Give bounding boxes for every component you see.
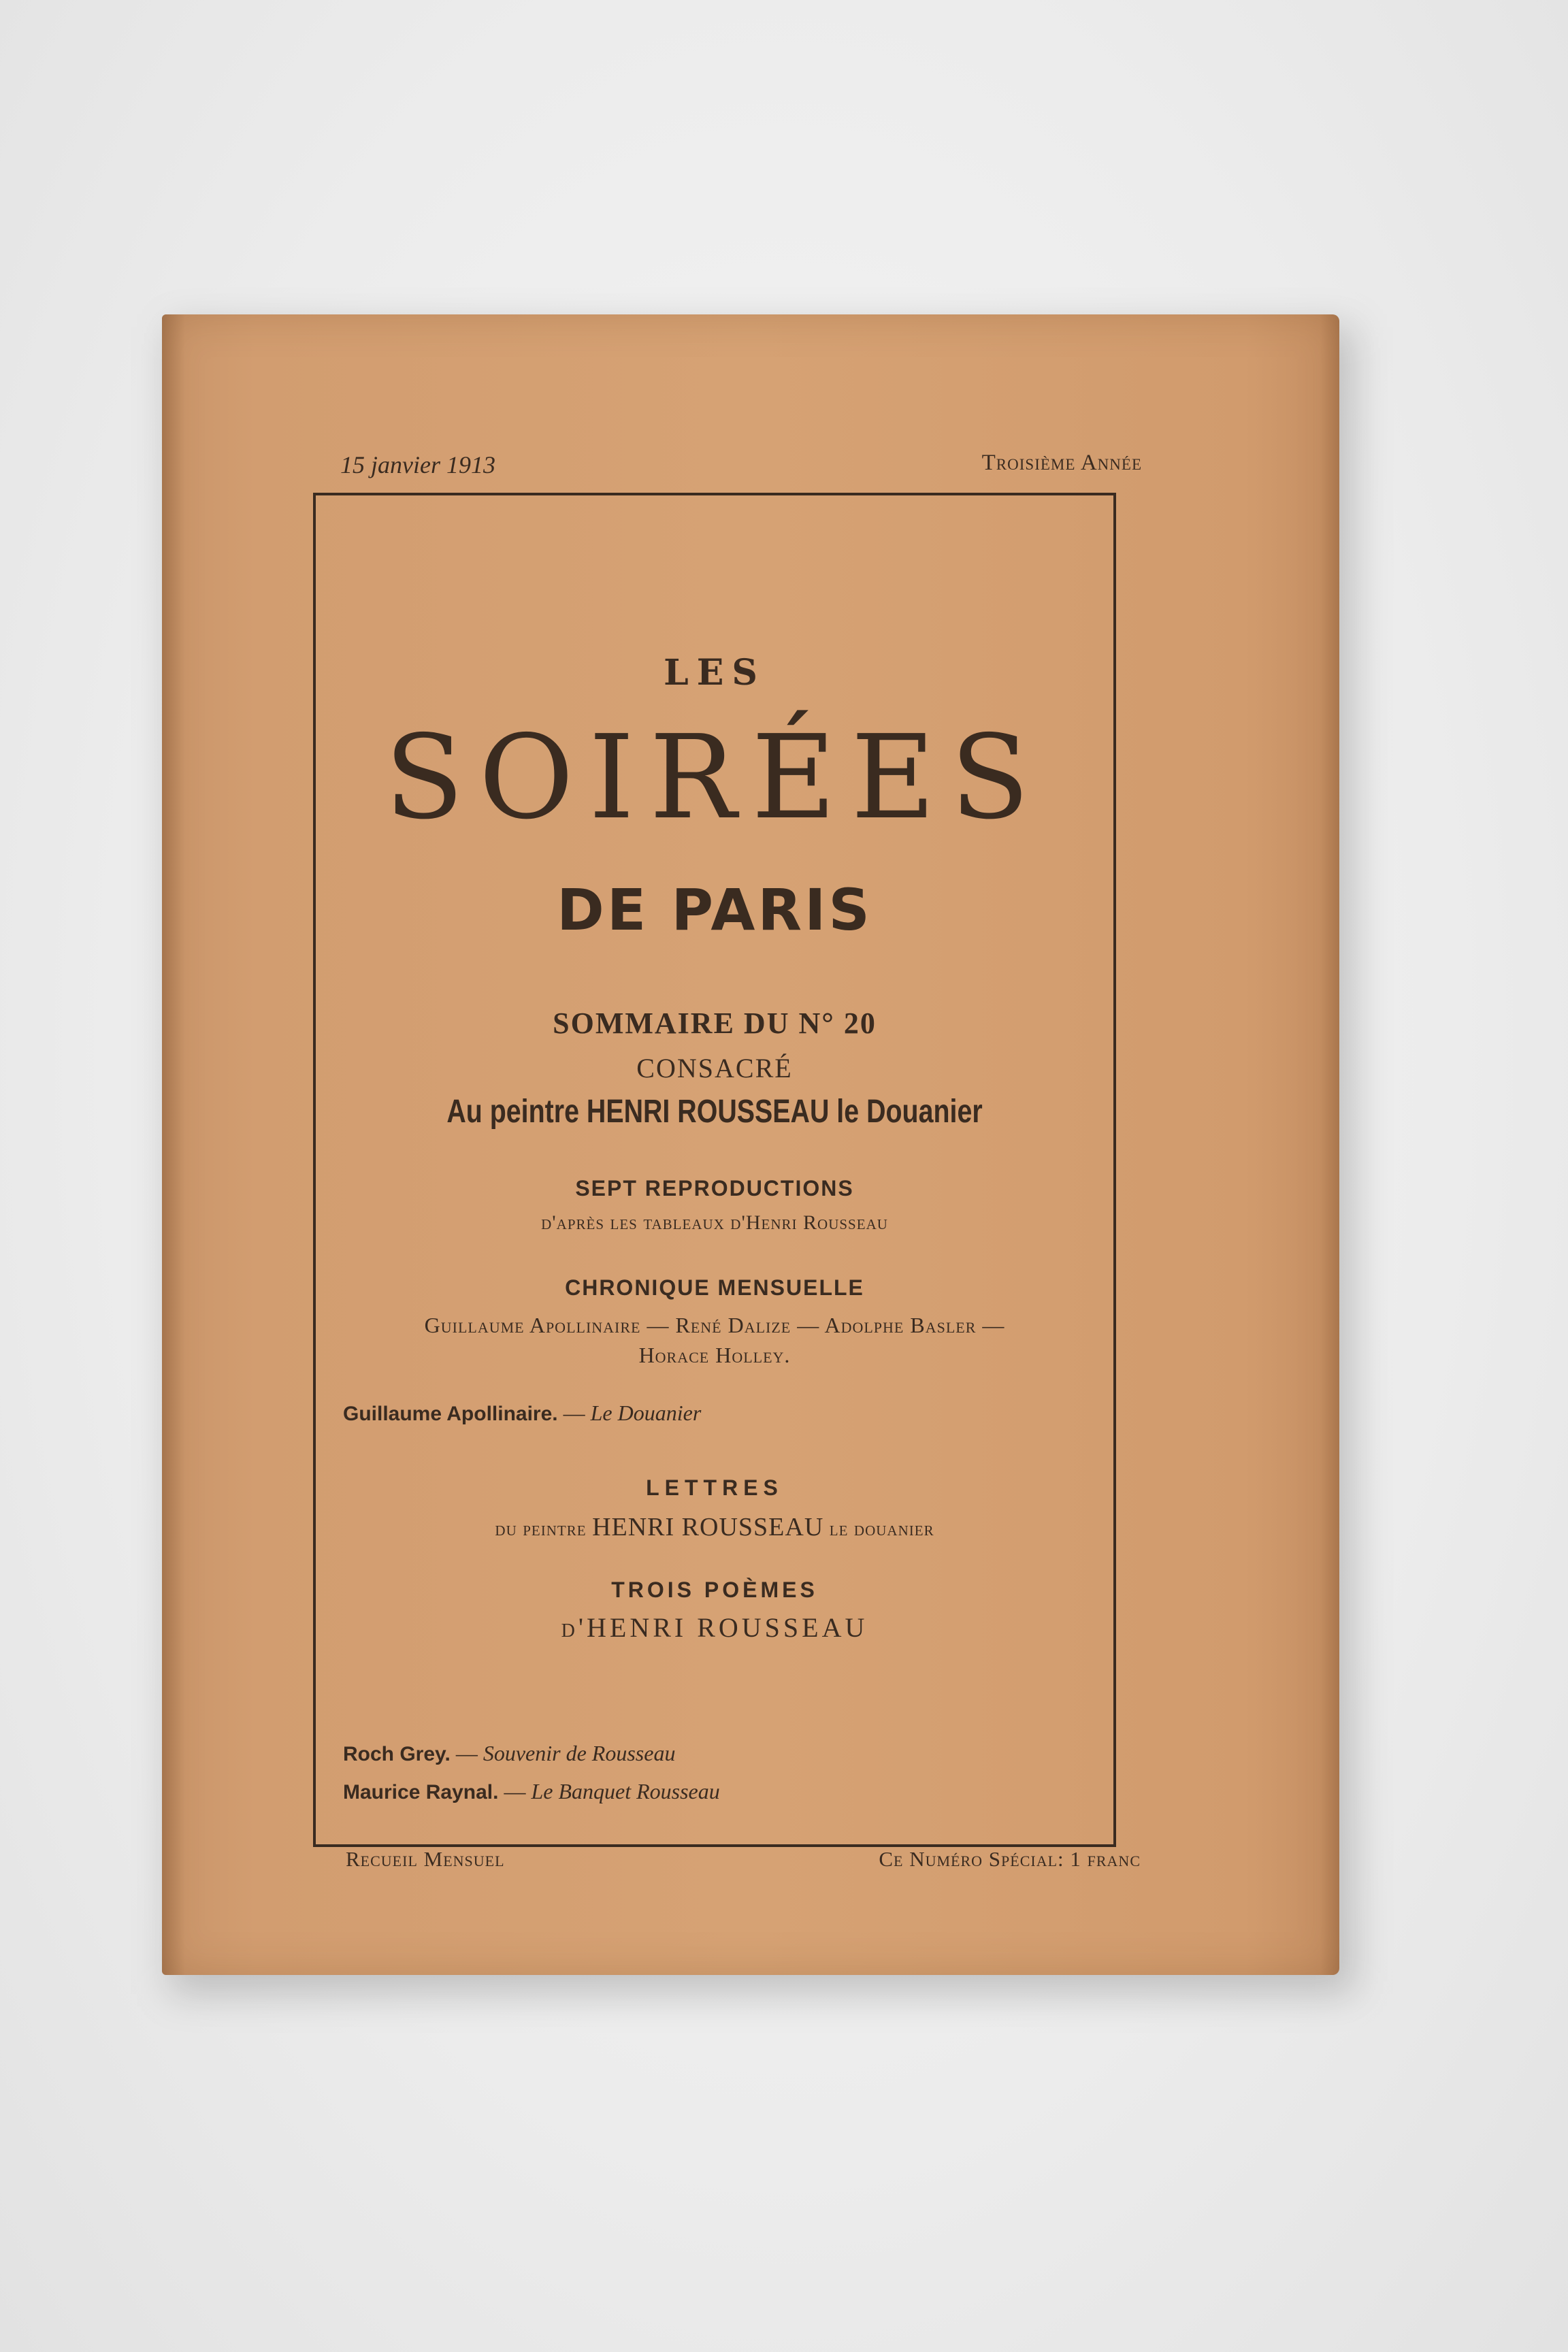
lettres-name: HENRI ROUSSEAU	[592, 1513, 824, 1541]
lettres-post: le douanier	[823, 1518, 934, 1540]
toc-dash: —	[450, 1741, 483, 1765]
toc-dash: —	[557, 1401, 591, 1425]
sommaire-heading: SOMMAIRE DU N° 20	[553, 1007, 877, 1040]
toc-author: Maurice Raynal.	[343, 1781, 499, 1803]
footer-left: Recueil Mensuel	[346, 1847, 505, 1871]
toc-author: Guillaume Apollinaire.	[343, 1403, 558, 1425]
chronique-authors	[316, 1310, 1113, 1370]
lettres-pre: du peintre	[495, 1518, 593, 1540]
dedication: Au peintre HENRI ROUSSEAU le Douanier	[446, 1094, 983, 1130]
footer-right: Ce Numéro Spécial: 1 franc	[879, 1847, 1141, 1871]
toc-title: Le Douanier	[590, 1401, 702, 1425]
chronique-authors-line-1: Guillaume Apollinaire — René Dalize — Adolphe Basler —	[424, 1313, 1005, 1337]
toc-entry-maurice-raynal	[343, 1779, 720, 1804]
issue-date: 15 janvier 1913	[340, 451, 495, 478]
year-label: Troisième Année	[981, 451, 1142, 475]
page-edge	[1320, 314, 1339, 1975]
chronique-authors-line-2: Horace Holley.	[638, 1343, 791, 1367]
lettres-subtitle	[316, 1512, 1113, 1542]
toc-dash: —	[498, 1779, 532, 1803]
sept-subtitle: d'après les tableaux d'Henri Rousseau	[541, 1211, 888, 1234]
toc-title: Souvenir de Rousseau	[483, 1741, 676, 1765]
poemes-subtitle: d'HENRI ROUSSEAU	[561, 1612, 868, 1643]
toc-author: Roch Grey.	[343, 1743, 451, 1765]
title-sub: DE PARIS	[557, 877, 872, 943]
cover-frame	[313, 493, 1116, 1847]
chronique-heading: CHRONIQUE MENSUELLE	[565, 1275, 864, 1300]
toc-title: Le Banquet Rousseau	[531, 1779, 720, 1803]
consacre-label: CONSACRÉ	[636, 1053, 793, 1083]
magazine-cover	[162, 314, 1339, 1975]
toc-entry-roch-grey	[343, 1741, 675, 1766]
title-main: SOIRÉES	[385, 710, 1045, 845]
poemes-heading: TROIS POÈMES	[611, 1578, 818, 1602]
toc-entry-apollinaire	[343, 1401, 701, 1426]
spine-shade	[162, 314, 185, 1975]
sept-heading: SEPT REPRODUCTIONS	[575, 1176, 854, 1200]
title-les: LES	[664, 652, 766, 693]
lettres-heading: LETTRES	[646, 1475, 783, 1500]
